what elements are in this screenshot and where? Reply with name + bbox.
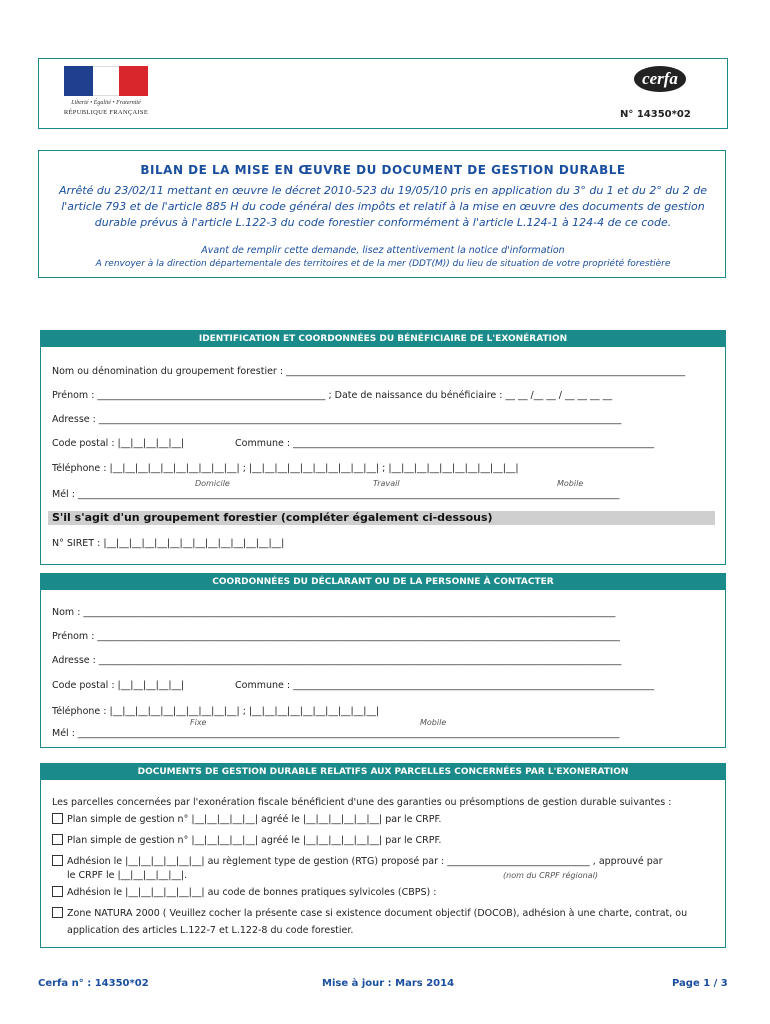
psg2-label: Plan simple de gestion n° |__|__|__|__|__| agréé le |__|__|__|__|__|__| par le CRPF. [67, 835, 442, 846]
psg2-checkbox[interactable] [52, 834, 63, 845]
motto: Liberté • Égalité • Fraternité [71, 100, 141, 106]
cbps-checkbox[interactable] [52, 886, 63, 897]
footer-cerfa-number: Cerfa n° : 14350*02 [38, 978, 149, 989]
return-address-text: A renvoyer à la direction départementale des territoires et de la mer (DDT(M)) du lieu de situation de votre propriété forestière [95, 259, 671, 269]
cerfa-number: N° 14350*02 [620, 109, 691, 120]
psg1-checkbox[interactable] [52, 813, 63, 824]
tel-mobile-label: Mobile [420, 718, 447, 727]
republic-label: RÉPUBLIQUE FRANÇAISE [63, 109, 149, 116]
marianne-logo [56, 62, 156, 122]
declarant-mel-field[interactable]: Mél : __________________________________________________________________________________________________________________ [52, 728, 620, 739]
natura-label: Zone NATURA 2000 ( Veuillez cocher la présente case si existence document objectif (DOCOB), adhésion à une charte, contrat, ou [67, 908, 688, 919]
rtg-checkbox[interactable] [52, 855, 63, 866]
psg1-row [52, 813, 441, 825]
documents-intro: Les parcelles concernées par l'exonération fiscale bénéficient d'une des garanties ou présomptions de gestion durable suivantes : [52, 797, 672, 808]
cerfa-logo: cerfa [634, 66, 686, 92]
tel-travail-label: Travail [373, 479, 400, 488]
rtg-note: (nom du CRPF régional) [503, 871, 598, 880]
declarant-commune-field[interactable]: Commune : ____________________________________________________________________________ [235, 680, 655, 691]
tricolor-flag-icon [64, 66, 148, 96]
code-postal-field[interactable]: Code postal : |__|__|__|__|__| [52, 438, 185, 449]
section-heading: DOCUMENTS DE GESTION DURABLE RELATIFS AUX PARCELLES CONCERNÉES PAR L'EXONERATION [41, 764, 725, 780]
siret-field[interactable]: N° SIRET : |__|__|__|__|__|__|__|__|__|__|__|__|__|__| [52, 538, 285, 549]
tel-domicile-label: Domicile [195, 479, 230, 488]
declarant-prenom-field[interactable]: Prénom : ______________________________________________________________________________________________________________ [52, 631, 620, 642]
tel-fixe-label: Fixe [190, 718, 207, 727]
psg1-label: Plan simple de gestion n° |__|__|__|__|__| agréé le |__|__|__|__|__|__| par le CRPF. [67, 814, 442, 825]
rtg-label: Adhésion le |__|__|__|__|__|__| au règlement type de gestion (RTG) proposé par : ______________________________ , approuvé par [67, 856, 663, 867]
footer-page-number: Page 1 / 3 [672, 978, 728, 989]
section-heading: IDENTIFICATION ET COORDONNÉES DU BÉNÉFICIAIRE DE L'EXONÉRATION [41, 331, 725, 347]
declarant-adresse-field[interactable]: Adresse : ______________________________________________________________________________________________________________ [52, 655, 622, 666]
tel-mobile-label: Mobile [557, 479, 584, 488]
natura-line2: application des articles L.122-7 et L.122-8 du code forestier. [67, 925, 354, 936]
declarant-code-postal-field[interactable]: Code postal : |__|__|__|__|__| [52, 680, 185, 691]
adresse-field[interactable]: Adresse : ______________________________________________________________________________________________________________ [52, 414, 622, 425]
declarant-telephone-field[interactable]: Téléphone : |__|__|__|__|__|__|__|__|__|__| ; |__|__|__|__|__|__|__|__|__|__| [52, 706, 380, 717]
section-heading: COORDONNÉES DU DÉCLARANT OU DE LA PERSONNE À CONTACTER [41, 574, 725, 590]
footer-update-date: Mise à jour : Mars 2014 [322, 978, 455, 989]
declarant-nom-field[interactable]: Nom : ________________________________________________________________________________________________________________ [52, 607, 616, 618]
decree-text: Arrêté du 23/02/11 mettant en œuvre le décret 2010-523 du 19/05/10 pris en application du 3° du 1 et du 2° du 2 de l'article 793 et de l'article 885 H du code général des impôts et relatif à la mise en œuvre des documents de gestion durable prévus à l'article L.122-3 du code forestier conformément à l'article L.124-1 à 124-4 de ce code. [58, 184, 708, 229]
cbps-row [52, 886, 436, 898]
prenom-birthdate-field[interactable]: Prénom : ________________________________________________ ; Date de naissance du bénéficiaire : __ __ /__ __ / __ __ __ __ [52, 390, 613, 401]
cbps-label: Adhésion le |__|__|__|__|__|__| au code de bonnes pratiques sylvicoles (CBPS) : [67, 887, 437, 898]
natura-row [52, 907, 687, 919]
notice-text: Avant de remplir cette demande, lisez attentivement la notice d'information [201, 245, 565, 256]
form-title: BILAN DE LA MISE EN ŒUVRE DU DOCUMENT DE GESTION DURABLE [140, 163, 626, 177]
title-box [38, 150, 726, 278]
commune-field[interactable]: Commune : ____________________________________________________________________________ [235, 438, 655, 449]
rtg-row [52, 855, 662, 867]
telephone-field[interactable]: Téléphone : |__|__|__|__|__|__|__|__|__|__| ; |__|__|__|__|__|__|__|__|__|__| ; |__|__|__|__|__|__|__|__|__|__| [52, 463, 519, 474]
rtg-line2: le CRPF le |__|__|__|__|__|. [67, 870, 188, 881]
mel-field[interactable]: Mél : __________________________________________________________________________________________________________________ [52, 489, 620, 500]
nom-groupement-field[interactable]: Nom ou dénomination du groupement forestier : ____________________________________________________________________________________ [52, 366, 686, 377]
natura-checkbox[interactable] [52, 907, 63, 918]
groupement-bar: S'il s'agit d'un groupement forestier (compléter également ci-dessous) [48, 511, 715, 525]
psg2-row [52, 834, 441, 846]
